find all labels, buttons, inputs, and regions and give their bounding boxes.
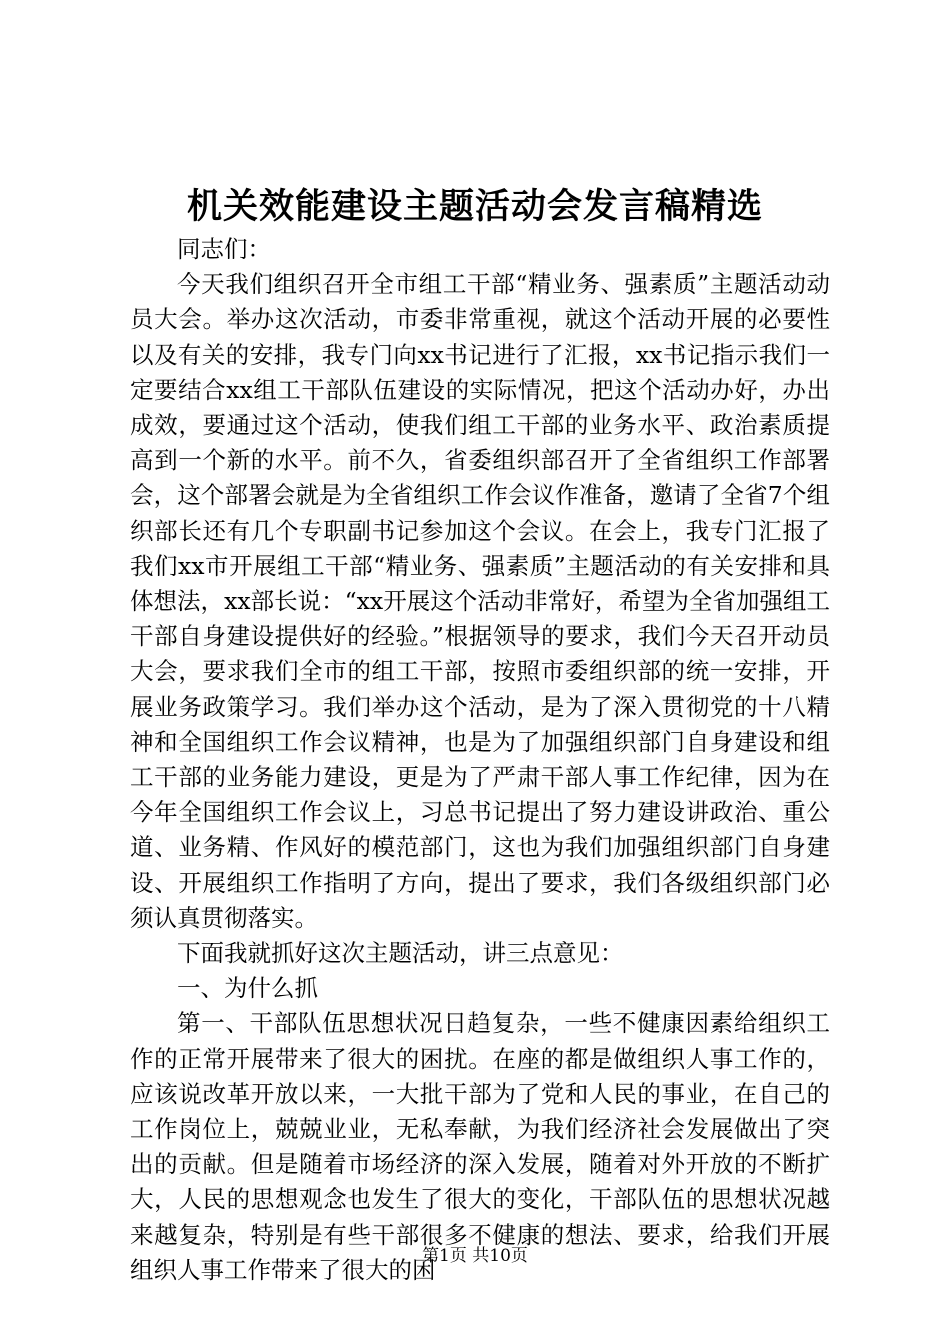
body-paragraph: 第一、干部队伍思想状况日趋复杂，一些不健康因素给组织工作的正常开展带来了很大的困扰。在座的都是做组织人事工作的，应该说改革开放以来，一大批干部为了党和人民的事业，在自己的工作岗位上，兢兢业业，无私奉献，为我们经济社会发展做出了突出的贡献。但是随着市场经济的深入发展，随着对外开放的不断扩大，人民的思想观念也发生了很大的变化，干部队伍的思想状况越来越复杂，特别是有些干部很多不健康的想法、要求，给我们开展组织人事工作带来了很大的困 bbox=[130, 1009, 830, 1284]
salutation-paragraph: 同志们： bbox=[177, 235, 271, 263]
document-body bbox=[130, 232, 830, 1288]
body-paragraph: 下面我就抓好这次主题活动，讲三点意见： bbox=[177, 939, 624, 968]
section-heading: 一、为什么抓 bbox=[177, 974, 318, 1003]
body-paragraph: 今天我们组织召开全市组工干部“精业务、强素质”主题活动动员大会。举办这次活动，市委非常重视，就这个活动开展的必要性以及有关的安排，我专门向xx书记进行了汇报，xx书记指示我们一定要结合xx组工干部队伍建设的实际情况，把这个活动办好，办出成效，要通过这个活动，使我们组工干部的业务水平、政治素质提高到一个新的水平。前不久，省委组织部召开了全省组织工作部署会，这个部署会就是为全省组织工作会议作准备，邀请了全省7个组织部长还有几个专职副书记参加这个会议。在会上，我专门汇报了我们xx市开展组工干部“精业务、强素质”主题活动的有关安排和具体想法，xx部长说：“xx开展这个活动非常好，希望为全省加强组工干部自身建设提供好的经验。”根据领导的要求，我们今天召开动员大会，要求我们全市的组工干部，按照市委组织部的统一安排，开展业务政策学习。我们举办这个活动，是为了深入贯彻党的十八精神和全国组织工作会议精神，也是为了加强组织部门自身建设和组工干部的业务能力建设，更是为了严肃干部人事工作纪律，因为在今年全国组织工作会议上，习总书记提出了努力建设讲政治、重公道、业务精、作风好的模范部门，这也为我们加强组织部门自身建设、开展组织工作指明了方向，提出了要求，我们各级组织部门必须认真贯彻落实。 bbox=[130, 270, 830, 932]
document-title: 机关效能建设主题活动会发言稿精选 bbox=[186, 186, 763, 227]
page-footer bbox=[0, 1244, 950, 1268]
page-number: 第1页 共10页 bbox=[422, 1246, 528, 1266]
